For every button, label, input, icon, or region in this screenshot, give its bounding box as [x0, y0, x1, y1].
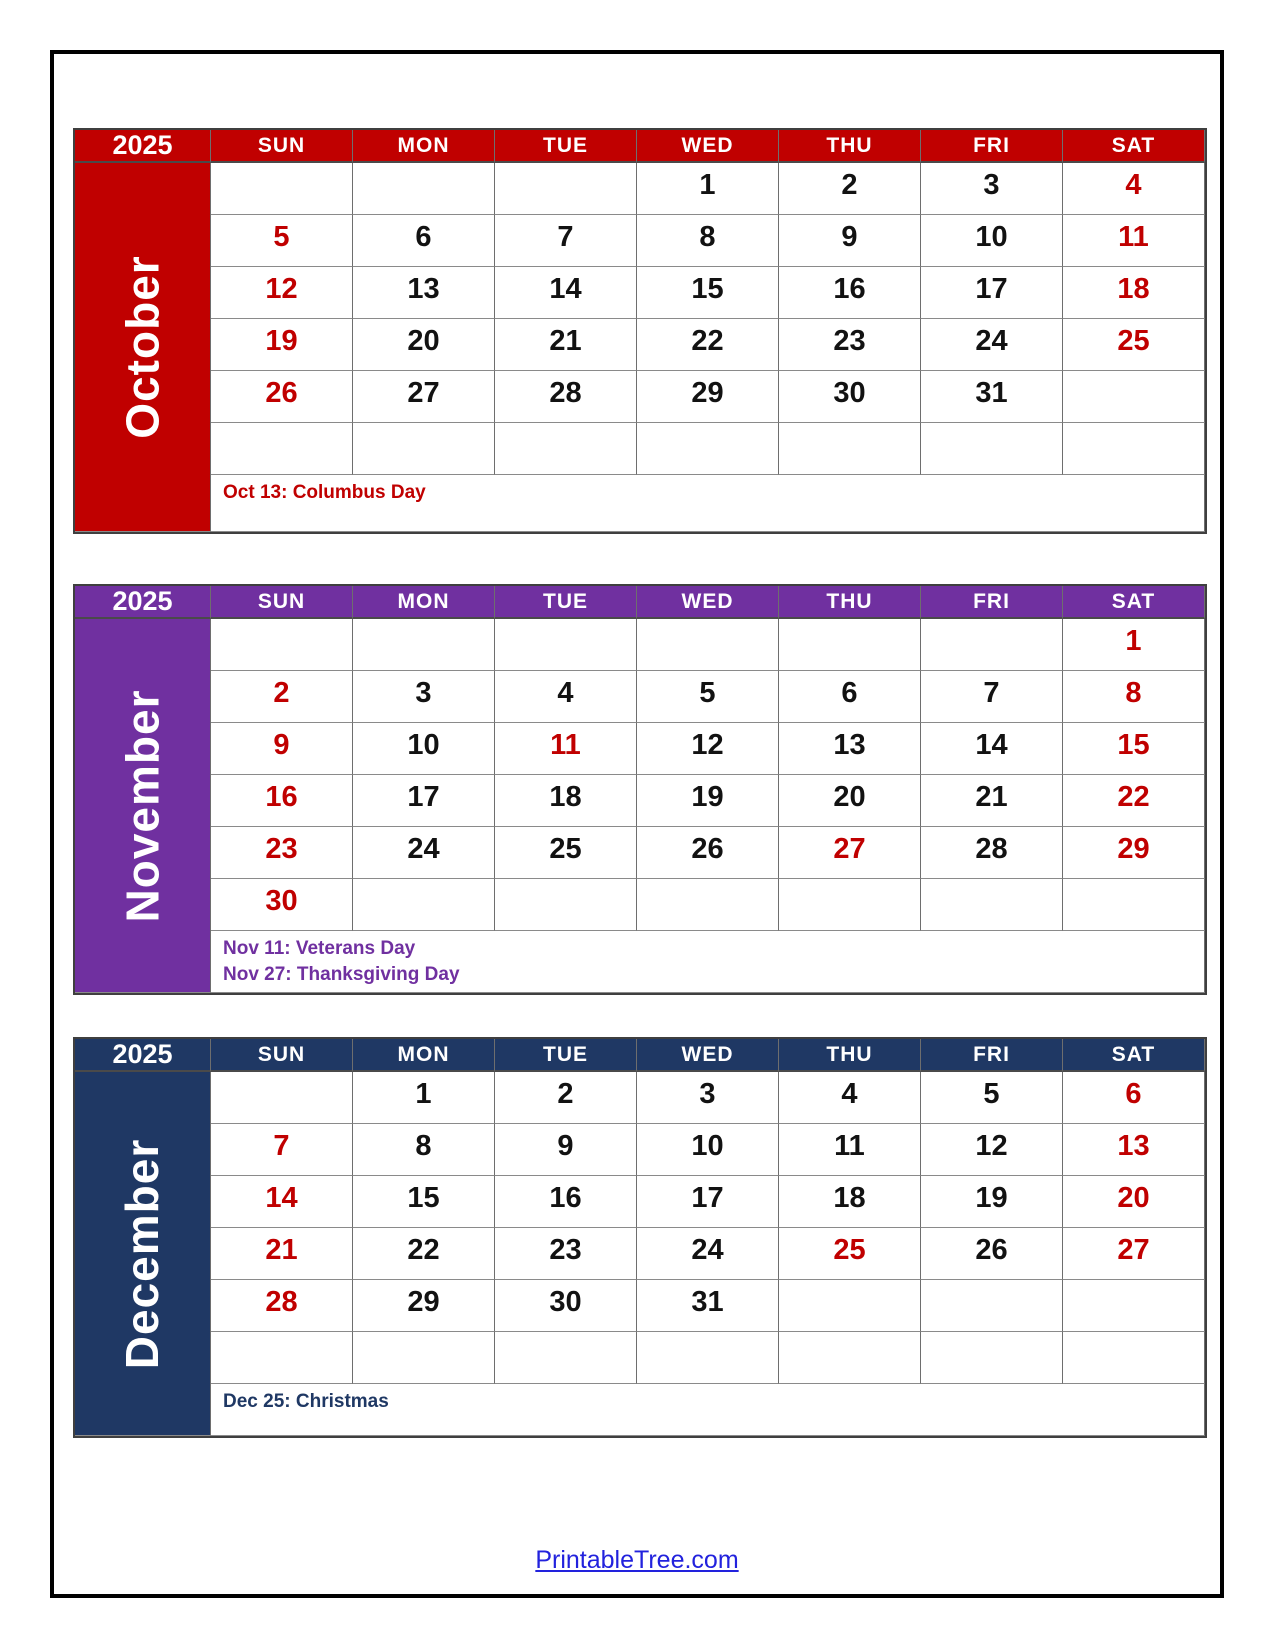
month-name-label: October — [116, 255, 169, 439]
day-cell — [779, 1280, 921, 1332]
day-cell: 4 — [779, 1072, 921, 1124]
day-cell: 31 — [921, 371, 1063, 423]
year-label: 2025 — [75, 1039, 211, 1072]
day-cell — [1063, 879, 1205, 931]
day-header-mon: MON — [353, 586, 495, 619]
day-header-thu: THU — [779, 586, 921, 619]
day-cell: 26 — [211, 371, 353, 423]
day-cell: 22 — [353, 1228, 495, 1280]
day-header-sun: SUN — [211, 586, 353, 619]
day-cell: 11 — [1063, 215, 1205, 267]
day-cell: 5 — [211, 215, 353, 267]
day-cell — [211, 1332, 353, 1384]
day-cell — [921, 879, 1063, 931]
day-cell — [353, 619, 495, 671]
day-cell: 9 — [495, 1124, 637, 1176]
day-cell: 18 — [779, 1176, 921, 1228]
day-cell: 15 — [637, 267, 779, 319]
day-cell: 6 — [353, 215, 495, 267]
day-cell: 18 — [495, 775, 637, 827]
day-cell: 8 — [1063, 671, 1205, 723]
month-sidebar-november — [75, 619, 211, 993]
day-cell: 11 — [495, 723, 637, 775]
day-cell — [637, 423, 779, 475]
day-header-wed: WED — [637, 1039, 779, 1072]
day-cell: 17 — [353, 775, 495, 827]
day-cell: 7 — [211, 1124, 353, 1176]
day-cell: 24 — [637, 1228, 779, 1280]
day-cell — [353, 423, 495, 475]
day-cell: 14 — [921, 723, 1063, 775]
day-cell: 9 — [211, 723, 353, 775]
day-cell: 21 — [495, 319, 637, 371]
day-header-sat: SAT — [1063, 586, 1205, 619]
day-cell — [211, 423, 353, 475]
day-header-sun: SUN — [211, 1039, 353, 1072]
day-header-mon: MON — [353, 130, 495, 163]
day-cell: 6 — [779, 671, 921, 723]
day-cell: 5 — [921, 1072, 1063, 1124]
day-cell — [779, 423, 921, 475]
day-cell: 22 — [1063, 775, 1205, 827]
day-cell: 30 — [211, 879, 353, 931]
day-cell — [779, 1332, 921, 1384]
day-cell: 14 — [495, 267, 637, 319]
day-cell: 28 — [211, 1280, 353, 1332]
holiday-note: Nov 11: Veterans Day — [223, 938, 416, 959]
day-cell: 12 — [921, 1124, 1063, 1176]
day-cell — [1063, 423, 1205, 475]
holiday-note: Oct 13: Columbus Day — [223, 482, 426, 503]
day-cell: 13 — [1063, 1124, 1205, 1176]
day-header-sat: SAT — [1063, 130, 1205, 163]
day-cell: 6 — [1063, 1072, 1205, 1124]
day-header-wed: WED — [637, 586, 779, 619]
day-cell: 25 — [1063, 319, 1205, 371]
holiday-notes — [211, 1384, 1205, 1436]
day-cell: 13 — [779, 723, 921, 775]
calendar-december — [73, 1037, 1207, 1438]
day-cell: 28 — [921, 827, 1063, 879]
calendar-october — [73, 128, 1207, 534]
day-cell — [921, 1280, 1063, 1332]
day-cell: 23 — [779, 319, 921, 371]
day-cell: 10 — [921, 215, 1063, 267]
day-cell: 18 — [1063, 267, 1205, 319]
day-header-fri: FRI — [921, 130, 1063, 163]
day-cell: 12 — [637, 723, 779, 775]
day-cell: 27 — [1063, 1228, 1205, 1280]
day-cell: 21 — [211, 1228, 353, 1280]
day-cell: 10 — [353, 723, 495, 775]
day-cell: 23 — [495, 1228, 637, 1280]
day-cell: 1 — [353, 1072, 495, 1124]
day-cell: 17 — [637, 1176, 779, 1228]
day-cell — [211, 1072, 353, 1124]
day-cell — [637, 619, 779, 671]
day-cell: 23 — [211, 827, 353, 879]
day-cell: 8 — [353, 1124, 495, 1176]
day-cell: 2 — [779, 163, 921, 215]
day-header-fri: FRI — [921, 586, 1063, 619]
day-cell — [495, 163, 637, 215]
day-cell: 2 — [211, 671, 353, 723]
day-cell: 1 — [1063, 619, 1205, 671]
footer-link[interactable]: PrintableTree.com — [535, 1546, 739, 1574]
day-cell: 29 — [1063, 827, 1205, 879]
month-sidebar-december — [75, 1072, 211, 1436]
day-cell — [495, 423, 637, 475]
day-cell: 24 — [921, 319, 1063, 371]
day-header-sun: SUN — [211, 130, 353, 163]
day-cell: 20 — [1063, 1176, 1205, 1228]
day-cell: 2 — [495, 1072, 637, 1124]
day-cell: 25 — [779, 1228, 921, 1280]
day-cell: 25 — [495, 827, 637, 879]
day-cell: 26 — [921, 1228, 1063, 1280]
day-cell: 12 — [211, 267, 353, 319]
day-cell — [637, 879, 779, 931]
day-cell: 7 — [495, 215, 637, 267]
day-cell — [211, 163, 353, 215]
year-label: 2025 — [75, 586, 211, 619]
day-cell: 22 — [637, 319, 779, 371]
day-cell: 29 — [637, 371, 779, 423]
day-cell — [211, 619, 353, 671]
day-header-tue: TUE — [495, 586, 637, 619]
day-header-fri: FRI — [921, 1039, 1063, 1072]
day-cell: 27 — [779, 827, 921, 879]
day-cell: 27 — [353, 371, 495, 423]
holiday-notes — [211, 931, 1205, 993]
day-cell: 26 — [637, 827, 779, 879]
day-cell: 4 — [1063, 163, 1205, 215]
day-cell — [637, 1332, 779, 1384]
day-cell — [353, 879, 495, 931]
day-cell: 20 — [353, 319, 495, 371]
day-cell: 13 — [353, 267, 495, 319]
day-cell: 3 — [353, 671, 495, 723]
holiday-note: Nov 27: Thanksgiving Day — [223, 964, 460, 986]
calendar-november — [73, 584, 1207, 995]
day-cell: 14 — [211, 1176, 353, 1228]
day-cell — [353, 163, 495, 215]
day-header-sat: SAT — [1063, 1039, 1205, 1072]
day-cell: 1 — [637, 163, 779, 215]
day-header-tue: TUE — [495, 1039, 637, 1072]
day-cell: 31 — [637, 1280, 779, 1332]
day-cell — [353, 1332, 495, 1384]
day-cell — [921, 1332, 1063, 1384]
day-cell: 8 — [637, 215, 779, 267]
day-cell: 19 — [211, 319, 353, 371]
day-header-wed: WED — [637, 130, 779, 163]
day-cell: 9 — [779, 215, 921, 267]
day-cell: 3 — [637, 1072, 779, 1124]
day-cell — [779, 619, 921, 671]
day-cell: 19 — [637, 775, 779, 827]
day-header-tue: TUE — [495, 130, 637, 163]
day-cell: 10 — [637, 1124, 779, 1176]
month-name-label: November — [116, 689, 169, 922]
month-sidebar-october — [75, 163, 211, 532]
day-cell — [921, 423, 1063, 475]
day-cell: 30 — [779, 371, 921, 423]
day-cell: 3 — [921, 163, 1063, 215]
day-cell: 29 — [353, 1280, 495, 1332]
day-header-thu: THU — [779, 1039, 921, 1072]
day-cell — [1063, 1280, 1205, 1332]
day-cell: 16 — [495, 1176, 637, 1228]
day-cell: 11 — [779, 1124, 921, 1176]
day-cell: 4 — [495, 671, 637, 723]
month-name-label: December — [116, 1138, 169, 1369]
day-cell: 20 — [779, 775, 921, 827]
day-cell — [921, 619, 1063, 671]
day-cell — [495, 1332, 637, 1384]
day-cell — [1063, 1332, 1205, 1384]
day-cell: 21 — [921, 775, 1063, 827]
day-cell: 15 — [353, 1176, 495, 1228]
day-header-mon: MON — [353, 1039, 495, 1072]
day-header-thu: THU — [779, 130, 921, 163]
day-cell: 30 — [495, 1280, 637, 1332]
day-cell — [495, 619, 637, 671]
day-cell: 19 — [921, 1176, 1063, 1228]
day-cell: 16 — [211, 775, 353, 827]
footer — [50, 1546, 1224, 1575]
day-cell — [1063, 371, 1205, 423]
day-cell: 16 — [779, 267, 921, 319]
day-cell: 15 — [1063, 723, 1205, 775]
holiday-note: Dec 25: Christmas — [223, 1391, 389, 1412]
day-cell: 7 — [921, 671, 1063, 723]
year-label: 2025 — [75, 130, 211, 163]
day-cell: 17 — [921, 267, 1063, 319]
day-cell — [495, 879, 637, 931]
holiday-notes — [211, 475, 1205, 532]
day-cell: 5 — [637, 671, 779, 723]
day-cell: 24 — [353, 827, 495, 879]
day-cell: 28 — [495, 371, 637, 423]
day-cell — [779, 879, 921, 931]
